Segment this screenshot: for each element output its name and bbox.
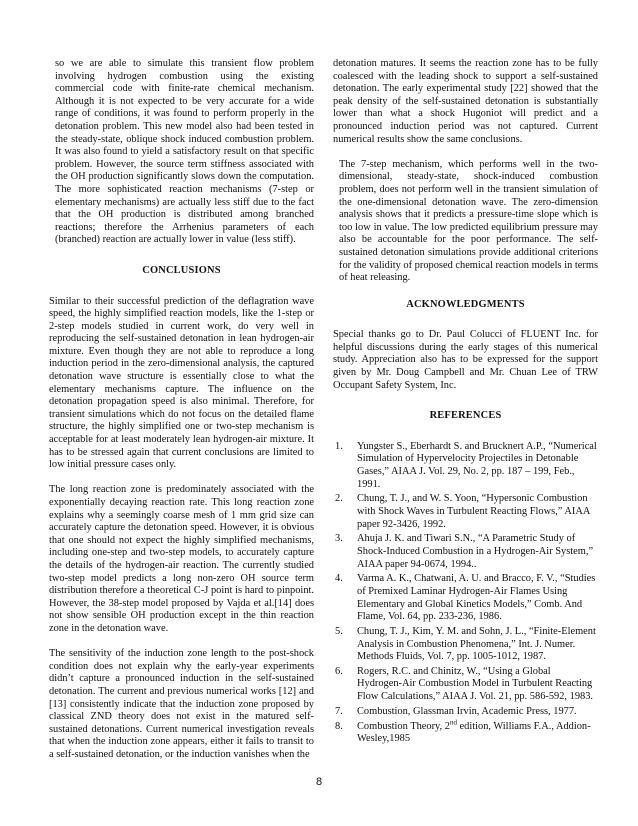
references-list (333, 441, 598, 746)
reference-number: 7. (335, 705, 343, 717)
reference-item (333, 573, 598, 623)
references-heading: REFERENCES (429, 410, 502, 422)
reference-text-start: Combustion Theory, 2 (357, 720, 450, 732)
reference-number: 4. (335, 573, 343, 585)
reference-number: 5. (335, 625, 343, 637)
reference-text: Yungster S., Eberhardt S. and Brucknert A.P., “Numerical Simulation of Hypervelocity Projectiles in Detonable Gases,” AIAA J. Vol. 29, No. 2, pp. 187 – 199, Feb., 1991. (357, 440, 597, 490)
reference-text: Rogers, R.C. and Chinitz, W., “Using a Global Hydrogen-Air Combustion Model in Turbulent Reacting Flow Calculations,” AIAA J. Vol. 21, pp. 586-592, 1983. (357, 665, 594, 703)
reference-text: Chung, T. J., and W. S. Yoon, “Hypersonic Combustion with Shock Waves in Turbulent Reacting Flows,” AIAA paper 92-3426, 1992. (357, 493, 590, 530)
paragraph-conclusions-1: Similar to their successful prediction of the deflagration wave speed, the highly simplified reaction models, like the 1-step or 2-step models studied in current work, do very well in reproducing the self-sustained detonation in lean hydrogen-air mixture. Even though they are not able to reproduce a long induction period in the zero-dimensional analysis, the captured detonation wave structure is essentially close to what the elementary mechanisms capture. The influence on the detonation propagation speed is also minimal. Therefore, for transient simulations which do not focus on the detailed flame structure, the highly simplified one or two-step mechanism is acceptable for at least moderately lean hydrogen-air mixture. It has to be stressed again that current conclusions are limited to low initial pressure cases only. (49, 295, 314, 471)
reference-number: 8. (335, 720, 343, 732)
ordinal-superscript: nd (449, 718, 457, 727)
right-column (333, 58, 598, 748)
paragraph-continued: detonation matures. It seems the reaction zone has to be fully coalesced with the leading shock to support a self-sustained detonation. The early experimental study [22] showed that the peak density of the self-sustained detonation is substantially lower than what a shock Hugoniot will predict and a pronounced induction period was not captured. Current numerical results show the same conclusions. (333, 58, 598, 145)
acknowledgments-heading: ACKNOWLEDGMENTS (406, 298, 525, 310)
reference-number: 3. (335, 533, 343, 545)
reference-number: 6. (335, 665, 343, 677)
reference-text: Combustion, Glassman Irvin, Academic Press, 1977. (357, 705, 577, 717)
paragraph-mechanism: The 7-step mechanism, which performs well in the two-dimensional, steady-state, shock-induced combustion problem, does not perform well in the transient simulation of the one-dimensional detonation wave. The zero-dimension analysis shows that it predicts a pressure-time slope which is too low in value. The low predicted equilibrium pressure may also be accountable for the poor performance. The self-sustained detonation simulations provide additional criterions for the validity of proposed chemical reaction models in terms of heat releasing. (339, 158, 598, 284)
conclusions-heading: CONCLUSIONS (142, 264, 221, 276)
reference-item (333, 493, 598, 531)
reference-item (333, 706, 598, 719)
reference-item (333, 441, 598, 491)
reference-item (333, 533, 598, 571)
paragraph-conclusions-2: The long reaction zone is predominately associated with the exponentially decaying reaction rate. This long reaction zone explains why a seemingly coarse mesh of 1 mm grid size can accurately capture the detonation speed. However, it is obvious that one should not expect the highly simplified mechanisms, including one-step and two-step models, to accurately capture the details of the hydrogen-air reaction. The currently studied two-step model predicts a long non-zero OH source term distribution therefore a theoretical C-J point is hard to pinpoint. However, the 38-step model proposed by Vajda et al.[14] does not show sensible OH production except in the thin reaction zone in the detonation wave. (49, 484, 314, 634)
page-number: 8 (315, 776, 323, 788)
reference-item (333, 666, 598, 704)
reference-text: Chung, T. J., Kim, Y. M. and Sohn, J. L., “Finite-Element Analysis in Combustion Phenomena,” Int. J. Numer. Methods Fluids, Vol. 7, pp. 1005-1012, 1987. (357, 625, 596, 663)
reference-text-end: edition, Williams F.A., Addion-Wesley,1985 (357, 720, 591, 745)
paragraph-intro: so we are able to simulate this transient flow problem involving hydrogen combustion using the existing commercial code with finite-rate chemical mechanism. Although it is not expected to be very accurate for a wide range of conditions, it was found to perform properly in the detonation problem. This new model also had been tested in the steady-state, oblique shock induced combustion problem. It was also found to yield a satisfactory result on that specific problem. However, the source term stiffness associated with the OH production significantly slows down the computation. The more sophisticated reaction mechanisms (7-step or elementary mechanisms) are actually less stiff due to the fact that the OH production is distributed among branched reactions; therefore the Arrhenius parameters of each (branched) reaction are actually lower in value (less stiff). (55, 58, 314, 246)
reference-text: Ahuja J. K. and Tiwari S.N., “A Parametric Study of Shock-Induced Combustion in a Hydrogen-Air System,” AIAA paper 94-0674, 1994.. (357, 533, 594, 570)
reference-text: Varma A. K., Chatwani, A. U. and Bracco, F. V., “Studies of Premixed Laminar Hydrogen-Air Flames Using Elementary and Global Kinetics Models,” Comb. And Flame, Vol. 64, pp. 233-236, 1986. (357, 573, 596, 623)
reference-item (333, 626, 598, 664)
reference-text (357, 718, 598, 746)
left-column (49, 58, 314, 774)
reference-number: 2. (335, 493, 343, 505)
paragraph-acknowledgments: Special thanks go to Dr. Paul Colucci of FLUENT Inc. for helpful discussions during the early stages of this numerical study. Appreciation also has to be expressed for the support given by Mr. Doug Campbell and Mr. Chuan Lee of TRW Occupant Safety System, Inc. (333, 329, 598, 391)
reference-item (333, 718, 598, 746)
paragraph-conclusions-3: The sensitivity of the induction zone length to the post-shock condition does not explain why the early-year experiments didn’t capture a pronounced induction in the self-sustained detonation. The current and previous numerical works [12] and [13] consistently indicate that the induction zone proposed by classical ZND theory does not exist in the matured self-sustained detonations. Current numerical investigation reveals that when the induction zone appears, either it fails to transit to a self-sustained detonation, or the induction vanishes when the (49, 648, 314, 760)
reference-number: 1. (335, 440, 343, 452)
